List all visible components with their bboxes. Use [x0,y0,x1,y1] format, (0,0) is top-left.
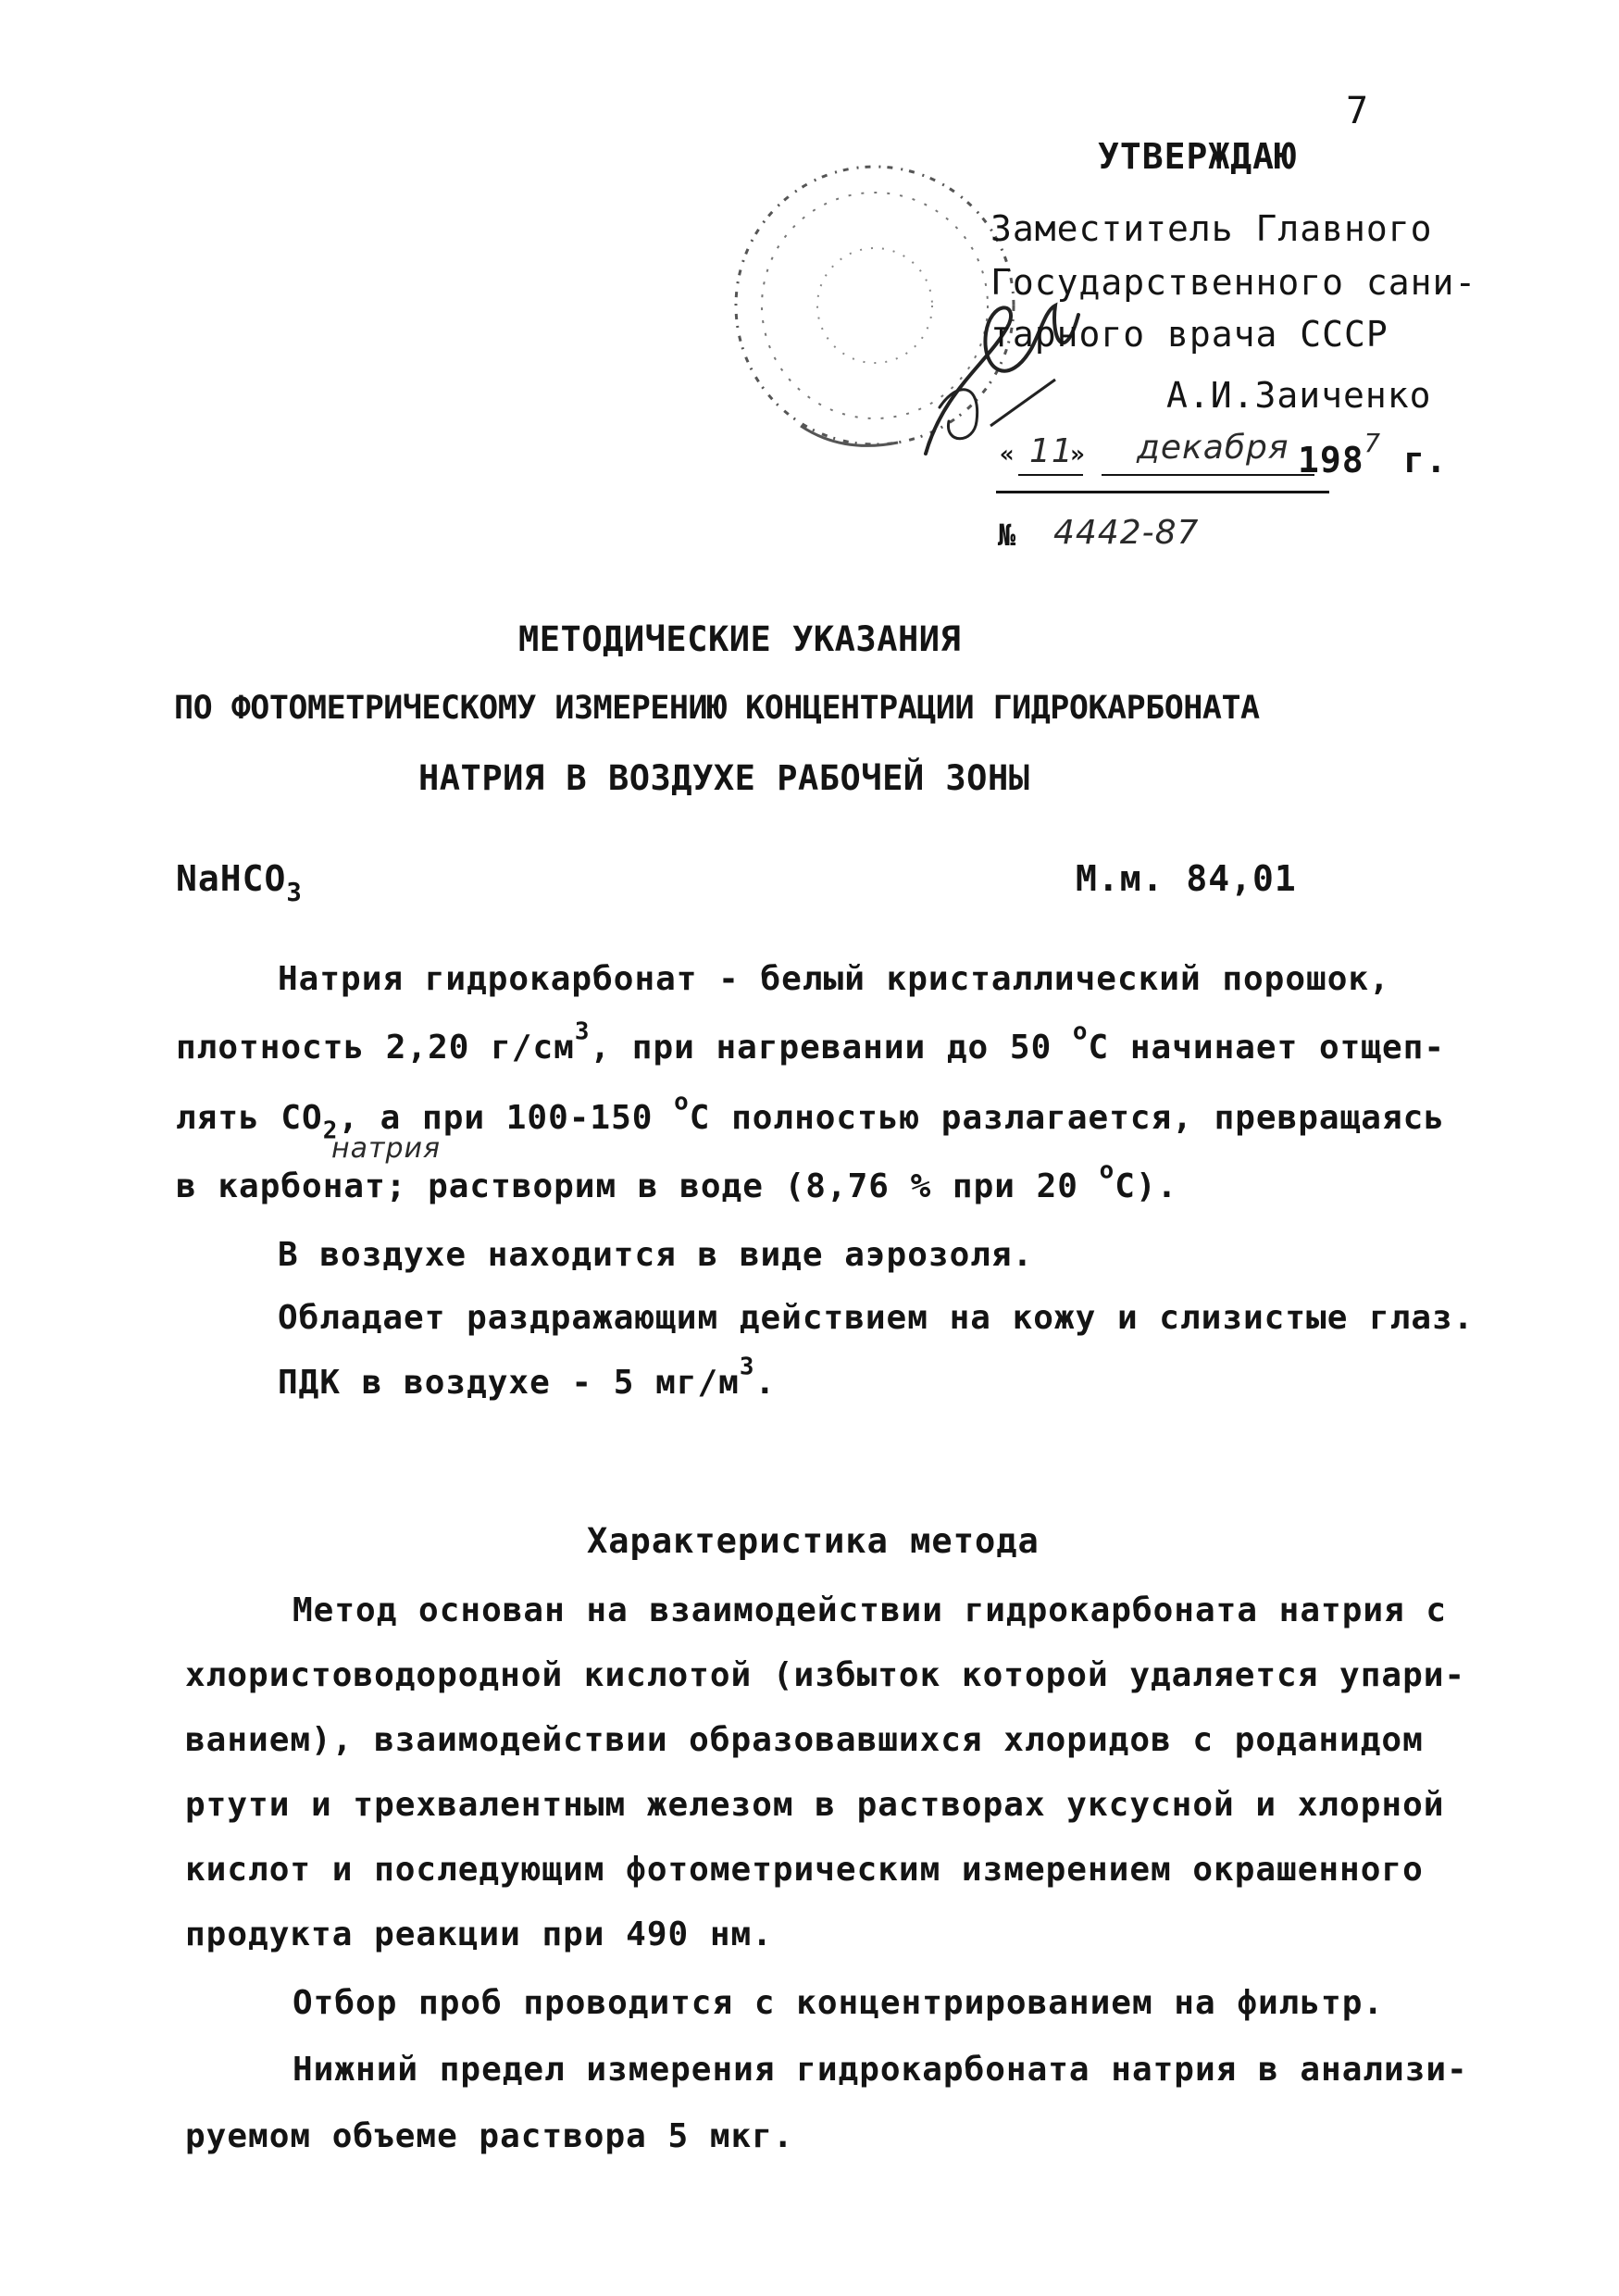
chemical-formula-base: NaHCO [176,858,287,899]
intro-superscript: 3 [574,1017,591,1046]
molar-mass: М.м. 84,01 [1076,858,1297,899]
document-title-line: ПО ФОТОМЕТРИЧЕСКОМУ ИЗМЕРЕНИЮ КОНЦЕНТРАЦИИ ГИДРОКАРБОНАТА [174,690,1260,727]
intro-subscript: 2 [322,1117,339,1145]
handwritten-insertion: натрия [331,1132,442,1165]
approval-position-line: Государственного сани- [990,262,1477,303]
method-text-line: Метод основан на взаимодействии гидрокарбоната натрия с [293,1591,1448,1629]
approval-date-month: декабря [1137,429,1289,467]
date-month-underline [1102,474,1314,476]
approval-position-line: тарного врача СССР [990,314,1389,355]
degree-sign: о [1099,1156,1115,1185]
approval-date-year-suffix: 7 [1364,430,1382,459]
intro-text-segment: лять СО [176,1099,323,1137]
approval-date-open-quote: « [1000,441,1015,468]
intro-text-segment: плотность 2,20 г/см [176,1029,575,1067]
intro-text-segment: ПДК в воздухе - 5 мг/м [278,1364,740,1402]
approval-separator-line [996,491,1329,493]
intro-text-line [176,1088,1445,1145]
approval-date-year-prefix: 198 [1298,440,1364,480]
approval-title: УТВЕРЖДАЮ [1098,136,1297,177]
degree-sign: о [674,1088,690,1117]
method-limit-text: Нижний предел измерения гидрокарбоната натрия в анализи- [293,2051,1468,2089]
intro-text-segment: , при нагревании до 50 [590,1029,1073,1067]
intro-text-segment: С полностью разлагается, превращаясь [689,1099,1445,1137]
page-number: 7 [1346,90,1370,132]
intro-text-segment: в карбонат; растворим в воде (8,76 % при 20 [176,1167,1100,1205]
approval-position-line: Заместитель Главного [990,208,1433,249]
intro-text-segment: С). [1115,1167,1178,1205]
intro-text-line [176,1017,1445,1067]
method-text-line: кислот и последующим фотометрическим измерением окрашенного [185,1851,1424,1889]
date-day-underline [1018,474,1083,476]
approval-signatory: А.И.Заиченко [1166,375,1432,416]
intro-text-line [176,1156,1178,1205]
method-text-line: ванием), взаимодействии образовавшихся хлоридов с роданидом [185,1721,1424,1759]
intro-text-segment: . [754,1364,777,1402]
intro-text-segment: , а при 100-150 [338,1099,675,1137]
approval-number: 4442-87 [1053,514,1200,552]
method-sampling-text: Отбор проб проводится с концентрированием на фильтр. [293,1984,1385,2022]
section-heading: Характеристика метода [587,1521,1040,1561]
intro-superscript: 3 [739,1353,755,1381]
document-title-line: НАТРИЯ В ВОЗДУХЕ РАБОЧЕЙ ЗОНЫ [418,758,1030,798]
method-text-line: ртути и трехвалентным железом в растворах уксусной и хлорной [185,1786,1445,1824]
intro-text-line: Обладает раздражающим действием на кожу и слизистые глаз. [278,1299,1475,1337]
intro-text-line: Натрия гидрокарбонат - белый кристаллический порошок, [278,960,1390,998]
chemical-formula-subscript: 3 [286,878,303,907]
approval-date-year-unit: г. [1402,440,1448,480]
approval-date-day: 11 [1029,432,1074,470]
approval-date-close-quote: » [1070,441,1086,468]
approval-date-year [1298,430,1448,480]
method-text-line: хлористоводородной кислотой (избыток которой удаляется упари- [185,1656,1466,1694]
approval-number-sign: № [998,518,1017,553]
intro-text-line [278,1353,777,1402]
intro-text-segment: С начинает отщеп- [1088,1029,1445,1067]
method-limit-text: руемом объеме раствора 5 мкг. [185,2117,794,2155]
intro-text-line: В воздухе находится в виде аэрозоля. [278,1236,1034,1274]
chemical-formula [176,858,303,907]
document-title-line: МЕТОДИЧЕСКИЕ УКАЗАНИЯ [518,619,962,659]
degree-sign: о [1072,1017,1089,1046]
method-text-line: продукта реакции при 490 нм. [185,1915,773,1953]
